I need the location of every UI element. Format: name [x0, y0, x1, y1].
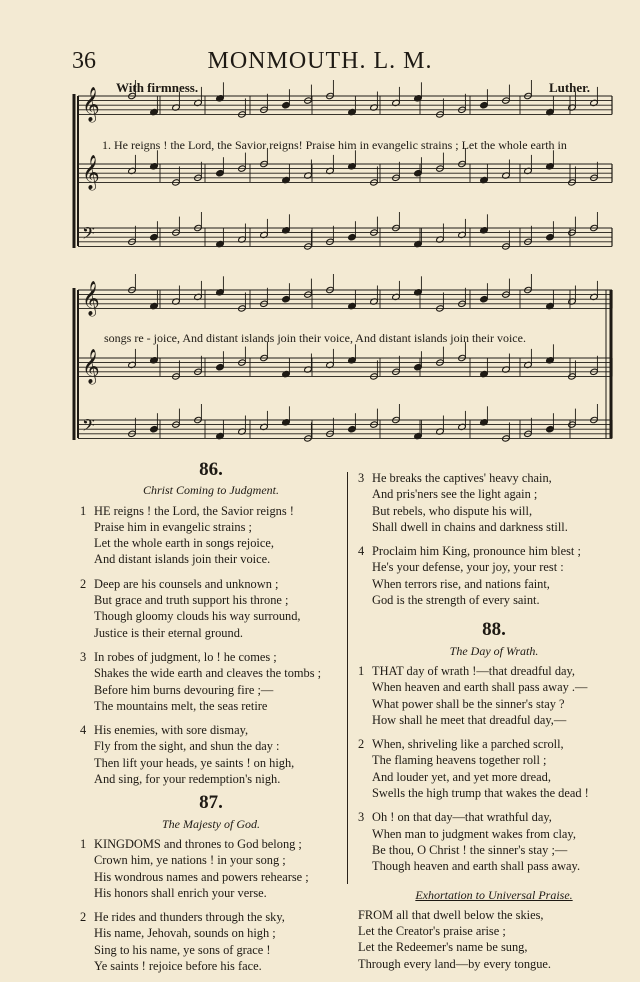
- verse-line: Shall dwell in chains and darkness still.: [372, 519, 568, 534]
- verse-line: And sing, for your redemption's nigh.: [94, 772, 281, 787]
- verse-line: He's your defense, your joy, your rest :: [372, 560, 564, 575]
- verse: [76, 576, 346, 641]
- verse: [76, 836, 346, 901]
- verse-number: 3: [358, 471, 365, 485]
- svg-text:𝄞: 𝄞: [82, 349, 100, 384]
- music-notation: [0, 0, 640, 460]
- hymn-subtitle: The Day of Wrath.: [449, 643, 539, 658]
- verse-line: Crown him, ye nations ! in your song ;: [94, 853, 286, 868]
- verse-line: Be thou, O Christ ! the sinner's stay ;—: [372, 842, 568, 857]
- verse-line: Justice is their eternal ground.: [94, 625, 243, 640]
- verse-line: The flaming heavens together roll ;: [372, 753, 547, 768]
- verse: [76, 503, 346, 568]
- verse: [354, 543, 634, 608]
- verse-line: When heaven and earth shall pass away .—: [372, 680, 588, 695]
- svg-text:𝄢: 𝄢: [82, 415, 95, 439]
- verse-number: 2: [80, 576, 87, 591]
- verse: [354, 907, 634, 972]
- verse-line: Let the whole earth in songs rejoice,: [94, 536, 274, 551]
- verse-line: In robes of judgment, lo ! he comes ;: [94, 649, 277, 664]
- verse-line: His wondrous names and powers rehearse ;: [94, 869, 309, 884]
- verse-line: Fly from the sight, and shun the day :: [94, 739, 280, 754]
- verse-line: HE reigns ! the Lord, the Savior reigns !: [94, 503, 294, 518]
- verse-line: God is the strength of every saint.: [372, 593, 540, 608]
- verse-line: What power shall be the sinner's stay ?: [372, 696, 565, 711]
- verse-line: Swells the high trump that wakes the dead !: [372, 786, 589, 801]
- verse-number: 3: [358, 810, 365, 825]
- verse-line: Oh ! on that day—that wrathful day,: [372, 810, 552, 825]
- verse-line: His enemies, with sore dismay,: [94, 723, 249, 738]
- left-column: [76, 459, 346, 982]
- verse-line: Proclaim him King, pronounce him blest ;: [372, 544, 581, 559]
- verse-line: Let the Redeemer's name be sung,: [358, 940, 528, 955]
- hymn-subtitle: The Majesty of God.: [162, 816, 260, 831]
- verse-number: 3: [80, 649, 87, 664]
- verse-line: The mountains melt, the seas retire: [94, 698, 268, 713]
- verse-number: 1: [358, 663, 365, 678]
- verse-line: Shakes the wide earth and cleaves the tombs ;: [94, 666, 322, 681]
- verse-line: But grace and truth support his throne ;: [94, 593, 289, 608]
- hymn-number: 88.: [482, 619, 506, 641]
- verse-line: Then lift your heads, ye saints ! on high,: [94, 755, 295, 770]
- verse-line: And pris'ners see the light again ;: [372, 487, 538, 502]
- lyric-line-2: songs re - joice, And distant islands join their voice, And distant islands join their voice.: [104, 331, 526, 345]
- verse: [354, 663, 634, 728]
- verse-number: 1: [80, 503, 87, 518]
- verse-line: He rides and thunders through the sky,: [94, 910, 285, 925]
- verse-line: His honors shall enrich your verse.: [94, 885, 267, 900]
- verse: [76, 722, 346, 787]
- hymn-number: 87.: [199, 792, 223, 814]
- verse-line: When terrors rise, and nations faint,: [372, 576, 550, 591]
- verse-line: Let the Creator's praise arise ;: [358, 924, 506, 939]
- hymn-subtitle: Exhortation to Universal Praise.: [415, 887, 573, 902]
- lyric-line-1: 1. He reigns ! the Lord, the Savior reigns! Praise him in evangelic strains ; Let the whole earth in: [102, 138, 567, 152]
- verse-line: And louder yet, and yet more dread,: [372, 769, 551, 784]
- svg-text:𝄞: 𝄞: [82, 281, 100, 316]
- hymn-subtitle: Christ Coming to Judgment.: [142, 483, 279, 498]
- right-column: [354, 470, 634, 980]
- verse-line: His name, Jehovah, sounds on high ;: [94, 926, 276, 941]
- verse-line: FROM all that dwell below the skies,: [358, 907, 544, 922]
- verse-number: 1: [80, 836, 87, 851]
- verse-number: 2: [80, 910, 87, 925]
- verse-number: 4: [80, 723, 87, 738]
- verse-number: 4: [358, 544, 365, 559]
- verse-line: KINGDOMS and thrones to God belong ;: [94, 836, 302, 851]
- verse-line: And distant islands join their voice.: [94, 552, 271, 567]
- verse: [354, 809, 634, 874]
- verse-line: THAT day of wrath !—that dreadful day,: [372, 663, 576, 678]
- verse-line: Sing to his name, ye sons of grace !: [94, 942, 271, 957]
- verse-line: Though gloomy clouds his way surround,: [94, 609, 301, 624]
- tempo-marking: With firmness.: [116, 80, 199, 95]
- verse-number: 2: [358, 737, 365, 752]
- verse-line: When, shriveling like a parched scroll,: [372, 737, 564, 752]
- tune-title: MONMOUTH. L. M.: [207, 48, 433, 74]
- verse: [354, 736, 634, 801]
- page-number: 36: [72, 48, 96, 74]
- svg-text:𝄞: 𝄞: [82, 155, 100, 190]
- verse-line: Before him burns devouring fire ;—: [94, 682, 274, 697]
- verse-line: How shall he meet that dreadful day,—: [372, 712, 567, 727]
- column-divider: [347, 472, 348, 884]
- verse: [354, 470, 634, 535]
- verse-line: Praise him in evangelic strains ;: [94, 519, 252, 534]
- verse-line: Deep are his counsels and unknown ;: [94, 576, 279, 591]
- composer-name: Luther.: [548, 80, 590, 95]
- svg-text:𝄞: 𝄞: [82, 87, 100, 122]
- svg-text:𝄢: 𝄢: [82, 223, 95, 247]
- verse-line: He breaks the captives' heavy chain,: [372, 471, 552, 485]
- hymn-number: 86.: [199, 459, 223, 480]
- verse-line: But rebels, who dispute his will,: [372, 503, 533, 518]
- verse: [76, 909, 346, 974]
- verse-line: Ye saints ! rejoice before his face.: [94, 959, 262, 974]
- verse-line: Though heaven and earth shall pass away.: [372, 859, 581, 874]
- verse-line: When man to judgment wakes from clay,: [372, 826, 576, 841]
- verse-line: Through every land—by every tongue.: [358, 956, 552, 971]
- verse: [76, 649, 346, 714]
